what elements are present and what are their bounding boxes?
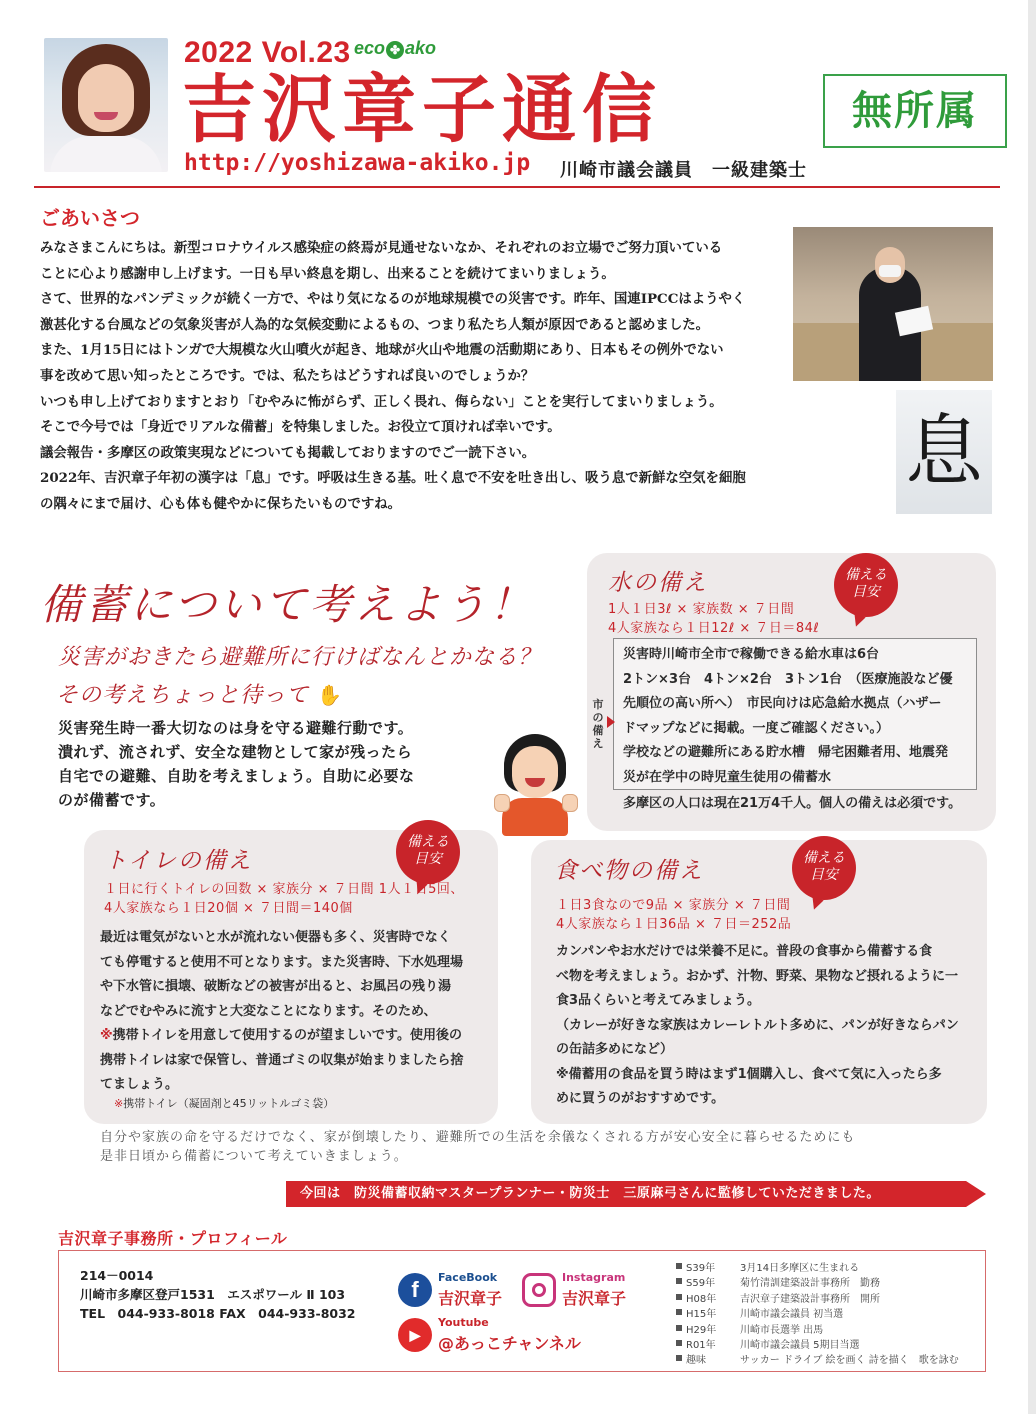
volume-label: 2022 Vol.23 xyxy=(184,36,351,69)
page-edge xyxy=(1028,0,1036,1414)
city-reserve-label: 市の備え xyxy=(592,698,604,750)
clover-icon: ✤ xyxy=(386,41,404,59)
city-reserve-text: 災害時川崎市全市で稼働できる給水車は6台 2トン×3台 4トン×2台 3トン1台 （医療施設など優 先順位の高い所へ） 市民向けは応急給水拠点（ハザー ドマップなどに掲載。一度ご確認ください。） 学校などの避難所にある貯水槽 帰宅困難者用、地震発 災が在学中の時児童生徒用の備蓄水 xyxy=(623,647,953,785)
newsletter-page: 2022 Vol.23 eco ✤ ako 吉沢章子通信 http://yoshizawa-akiko.jp 川崎市議会議員 一級建築士 無所属 ごあいさつ みなさまこんにちは。新型コロナウイルス感染症の終焉が見通せないなか、それぞれのお立場でご努力頂いている ことに心より感謝申し上げます。一日も早い終息を期し、出来ることを続けてまいりましょう。 さて、世界的なパンデミックが続く一方で、やはり気になるのが地球規模での災害です。昨年、国連IPCCはようやく 激甚化する台風などの気象災害が人為的な気候変動によるもの、つまり私たち人類が原因であると認めました。 また、1月15日にはトンガで大規模な火山噴火が起き、地球が火山や地震の活動期にあり、日本もその例外でない 事を改めて思い知ったところです。では、私たちはどうすれば良いのでしょうか？ いつも申し上げておりますとおり「むやみに怖がらず、正しく畏れ、侮らない」ことを実行してまいりましょう。 そこで今号では「身近でリアルな備蓄」を特集しました。お役立て頂ければ幸いです。 議会報告・多摩区の政策実現などについても掲載しておりますのでご一読下さい。 2022年、吉沢章子年初の漢字は「息」です。呼吸は生きる基。吐く息で不安を吐き出し、吸う息で新鮮な空気を細胞 の隅々にまで届け、心も体も健やかに保ちたいものですね。 息 備蓄について考えよう！ 災害がおきたら避難所に行けばなんとかなる？ その考えちょっと待って ✋ 災害発生時一番大切なのは身を守る避難行動です。 潰れず、流されず、安全な建物として家が残ったら 自宅での避難、自助を考えましょう。自助に必要な のが備蓄です。 水の備え 備える 目安 1人１日3ℓ × 家族数 × ７日間 4人家族なら１日12ℓ × ７日＝84ℓ 市の備え 災害時川崎市全市で稼働できる給水車は6台 2トン×3台 4トン×2台 3トン1台 （医療施設など優 先順位の高い所へ） 市民向けは応急給水拠点（ハザー ドマップなどに掲載。一度ご確認ください。） 学校などの避難所にある貯水槽 帰宅困難者用、地震発 災が在学中の時児童生徒用の備蓄水 多摩区の人口は現在21万4千人。個人の備えは必須です。 トイレの備え 備える 目安 １日に行くトイレの回数 × 家族分 × ７日間 1人１日5回、 4人家族なら１日20個 × ７日間＝140個 最近は電気がないと水が流れない便器も多く、災害時でなく ても停電すると使用不可となります。また災害時、下水処理場 や下水管に損壊、破断などの被害が出ると、お風呂の残り湯 などでむやみに流すと大変なことになります。そのため、 ※携帯トイレを用意して使用するのが望ましいです。使用後の 携帯トイレは家で保管し、普通ゴミの収集が始まりましたら捨 てましょう。 ※携帯トイレ（凝固剤と45リットルゴミ袋） 食べ物の備え 備える 目安 １日3食なので9品 × 家族分 × ７日間 4人家族なら１日36品 × ７日＝252品 カンパンやお水だけでは栄養不足に。普段の食事から備蓄する食 べ物を考えましょう。おかず、汁物、野菜、果物など摂れるように一 食3品くらいと考えてみましょう。 （カレーが好きな家族はカレーレトルト多めに、パンが好きならパン の缶詰多めになど） ※備蓄用の食品を買う時はまず1個購入し、食べて気に入ったら多 めに買うのがおすすめです。 自分や家族の命を守るだけでなく、家が倒壊したり、避難所での生活を余儀なくされる方が安心安全に暮らせるためにも 是非日頃から備蓄について考えていきましょう。 今回は 防災備蓄収納マスタープランナー・防災士 三原麻弓さんに監修していただきました。 吉沢章子事務所・プロフィール 214－0014 川崎市多摩区登戸1531 エスポワール Ⅱ 103 TEL 044-933-8018 FAX 044-933-8032 f FaceBook 吉沢章子 Instagram 吉沢章子 ▶ Youtube @あっこチャンネル S39年 3月14日多摩区に生まれる S59年 菊竹清訓建築設計事務所 勤務 H08年 吉沢章子建築設計事務所 開所 H15年 川崎市議会議員 初当選 H29年 川崎市長選挙 出馬 R01年 川崎市議会議員 5期目当選 趣味 サッカー ドライブ 絵を画く 詩を描く 歌を詠む xyxy=(0,0,1036,1414)
profile-heading: 吉沢章子事務所・プロフィール xyxy=(58,1229,288,1248)
summary-text: 自分や家族の命を守るだけでなく、家が倒壊したり、避難所での生活を余儀なくされる方が安心安全に暮らせるためにも 是非日頃から備蓄について考えていきましょう。 xyxy=(100,1130,856,1164)
feature-subtitle-2: その考えちょっと待って ✋ xyxy=(56,683,343,708)
feature-title: 備蓄について考えよう！ xyxy=(40,580,535,629)
facebook-icon: f xyxy=(398,1273,432,1307)
food-guide-bubble: 備える 目安 xyxy=(792,836,856,900)
feature-intro: 災害発生時一番大切なのは身を守る避難行動です。 潰れず、流されず、安全な建物として家が残ったら 自宅での避難、自助を考えましょう。自助に必要な のが備蓄です。 xyxy=(58,719,415,809)
water-guide-bubble: 備える 目安 xyxy=(834,553,898,617)
water-title: 水の備え xyxy=(608,570,708,596)
toilet-guide-bubble: 備える 目安 xyxy=(396,820,460,884)
supervisor-banner: 今回は 防災備蓄収納マスタープランナー・防災士 三原麻弓さんに監修していただきました。 xyxy=(286,1181,966,1207)
ecoako-logo: eco ✤ ako xyxy=(354,38,437,58)
banner-arrow-icon xyxy=(966,1181,986,1207)
assembly-photo xyxy=(793,227,993,381)
raised-hand-icon: ✋ xyxy=(317,683,343,707)
greeting-body: みなさまこんにちは。新型コロナウイルス感染症の終焉が見通せないなか、それぞれのお立場でご努力頂いている ことに心より感謝申し上げます。一日も早い終息を期し、出来ることを続けてまいりましょう。 さて、世界的なパンデミックが続く一方で、やはり気になるのが地球規模での災害です。昨年、国連IPCCはようやく 激甚化する台風などの気象災害が人為的な気候変動によるもの、つまり私たち人類が原因であると認めました。 また、1月15日にはトンガで大規模な火山噴火が起き、地球が火山や地震の活動期にあり、日本もその例外でない 事を改めて思い知ったところです。では、私たちはどうすれば良いのでしょうか？ いつも申し上げておりますとおり「むやみに怖がらず、正しく畏れ、侮らない」ことを実行してまいりましょう。 そこで今号では「身近でリアルな備蓄」を特集しました。お役立て頂ければ幸いです。 議会報告・多摩区の政策実現などについても掲載しておりますのでご一読下さい。 2022年、吉沢章子年初の漢字は「息」です。呼吸は生きる基。吐く息で不安を吐き出し、吸う息で新鮮な空気を細胞 の隅々にまで届け、心も体も健やかに保ちたいものですね。 xyxy=(40,240,746,512)
toilet-footnote: ※携帯トイレ（凝固剤と45リットルゴミ袋） xyxy=(114,1097,335,1110)
water-note: 多摩区の人口は現在21万4千人。個人の備えは必須です。 xyxy=(623,796,962,811)
cartoon-avatar xyxy=(494,734,578,836)
instagram-icon xyxy=(522,1273,556,1307)
office-address: 214－0014 川崎市多摩区登戸1531 エスポワール Ⅱ 103 TEL 044-933-8018 FAX 044-933-8032 xyxy=(80,1268,356,1321)
portrait-photo xyxy=(44,38,168,172)
role-text: 川崎市議会議員 一級建築士 xyxy=(560,160,807,181)
youtube-play-icon: ▶ xyxy=(398,1318,432,1352)
toilet-title: トイレの備え xyxy=(104,848,253,874)
newsletter-title: 吉沢章子通信 xyxy=(182,67,662,153)
header-divider xyxy=(34,186,1000,188)
toilet-body: 最近は電気がないと水が流れない便器も多く、災害時でなく ても停電すると使用不可となります。また災害時、下水処理場 や下水管に損壊、破断などの被害が出ると、お風呂の残り湯 などでむやみに流すと大変なことになります。そのため、 ※携帯トイレを用意して使用するのが望ましいです。使用後の 携帯トイレは家で保管し、普通ゴミの収集が始まりましたら捨 てましょう。 xyxy=(100,930,464,1092)
independent-badge: 無所属 xyxy=(823,74,1007,148)
food-body: カンパンやお水だけでは栄養不足に。普段の食事から備蓄する食 べ物を考えましょう。おかず、汁物、野菜、果物など摂れるように一 食3品くらいと考えてみましょう。 （カレーが好きな家族はカレーレトルト多めに、パンが好きならパン の缶詰多めになど） ※備蓄用の食品を買う時はまず1個購入し、食べて気に入ったら多 めに買うのがおすすめです。 xyxy=(556,944,959,1106)
food-calc: １日3食なので9品 × 家族分 × ７日間 4人家族なら１日36品 × ７日＝252品 xyxy=(556,898,792,932)
website-link[interactable]: http://yoshizawa-akiko.jp xyxy=(184,150,531,176)
food-title: 食べ物の備え xyxy=(554,858,704,884)
arrow-right-icon xyxy=(607,716,615,728)
water-calc: 1人１日3ℓ × 家族数 × ７日間 4人家族なら１日12ℓ × ７日＝84ℓ xyxy=(608,602,820,636)
toilet-calc: １日に行くトイレの回数 × 家族分 × ７日間 1人１日5回、 4人家族なら１日20個 × ７日間＝140個 xyxy=(104,882,464,916)
greeting-heading: ごあいさつ xyxy=(40,206,140,230)
feature-subtitle-1: 災害がおきたら避難所に行けばなんとかなる？ xyxy=(58,645,542,670)
calligraphy-image: 息 xyxy=(896,390,992,514)
